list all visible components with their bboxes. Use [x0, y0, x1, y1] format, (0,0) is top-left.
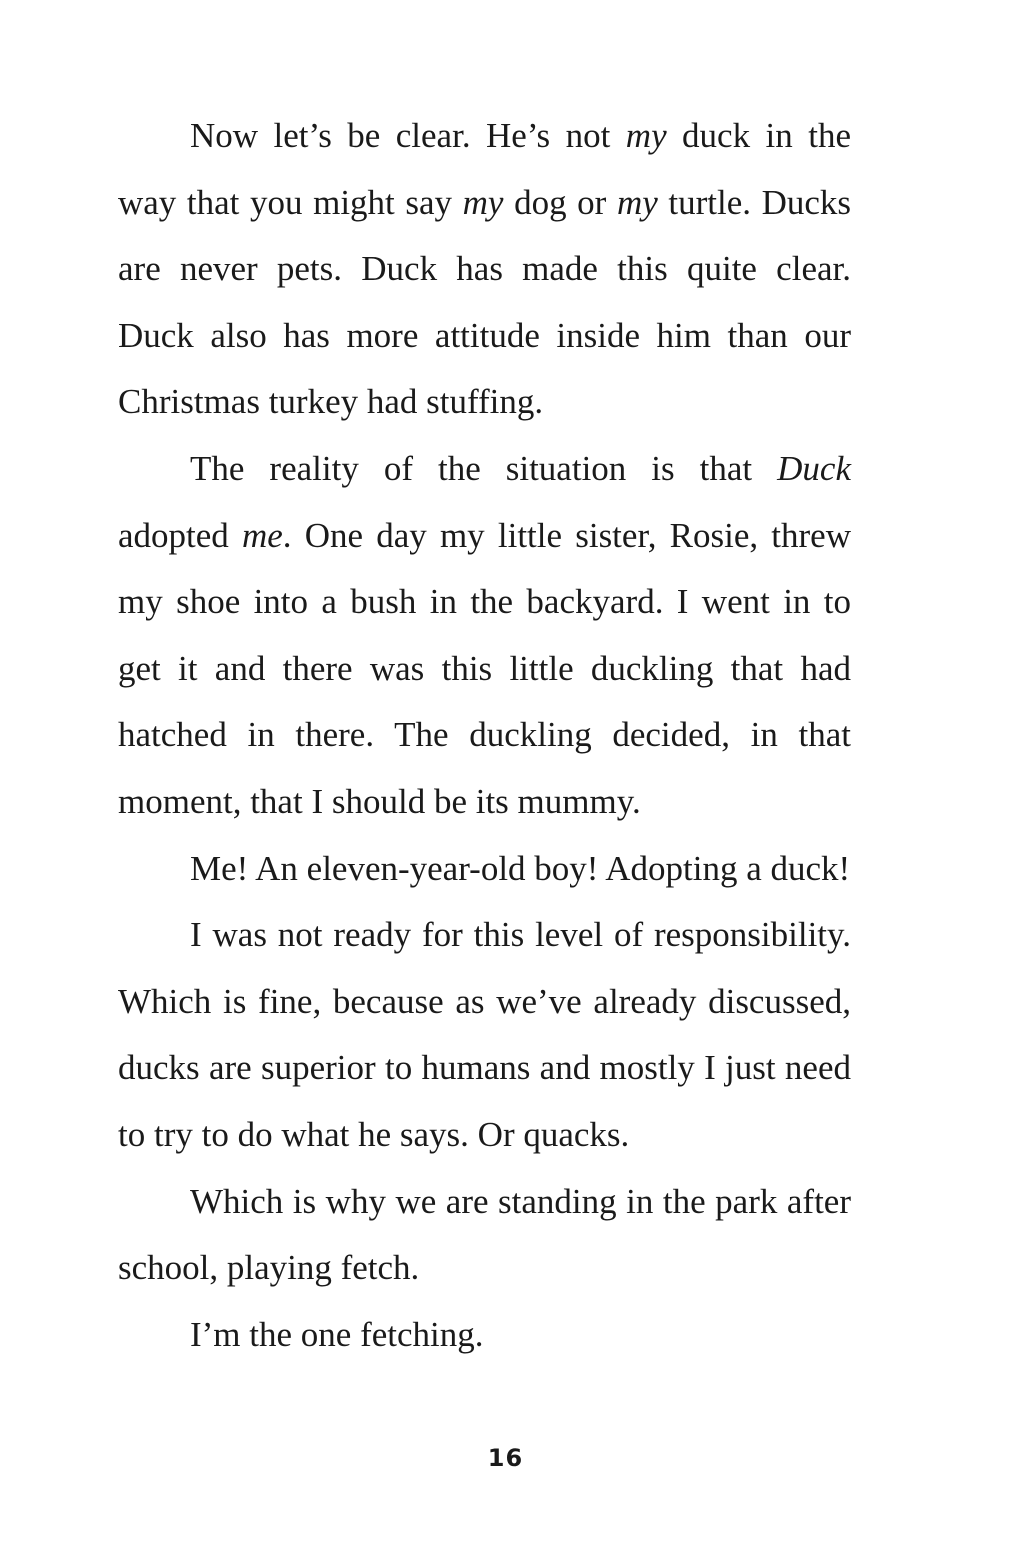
body-text [118, 103, 851, 1368]
paragraph: Now let’s be clear. He’s not my duck in the way that you might say my dog or my turtle. Ducks are never pets. Duck has made this quite clear. Duck also has more attitude inside him than our Christmas turkey had stuffing. [118, 116, 852, 422]
page-number: 16 [487, 1444, 524, 1472]
paragraph: I’m the one fetching. [190, 1314, 484, 1354]
paragraph: Which is why we are standing in the park after school, playing fetch. [118, 1181, 851, 1288]
paragraph: I was not ready for this level of responsibility. Which is fine, because as we’ve already discussed, ducks are superior to humans and mostly I just need to try to do what he says. Or quacks. [118, 915, 851, 1154]
paragraph: Me! An eleven-year-old boy! Adopting a duck! [190, 848, 851, 888]
paragraph: The reality of the situation is that Duck adopted me. One day my little sister, Rosie, threw my shoe into a bush in the backyard. I went in to get it and there was this little duckling that had hatched in there. The duckling decided, in that moment, that I should be its mummy. [118, 448, 851, 821]
